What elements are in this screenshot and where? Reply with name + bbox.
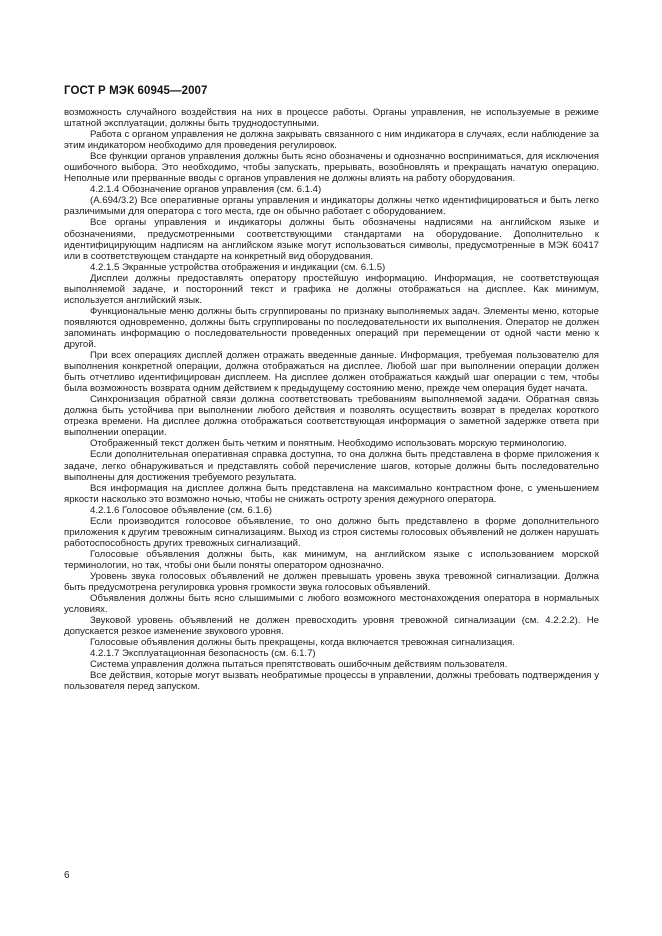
paragraph: Вся информация на дисплее должна быть представлена на максимально контрастном фоне, с уменьшением яркости насколько это возможно ночью, чтобы не снижать остроту зрения дежурного оператора.: [64, 482, 599, 505]
paragraph: При всех операциях дисплей должен отражать введенные данные. Информация, требуемая пользователю для выполнения конкретной операции, должна отображаться на дисплее. Любой шаг при выполнении операции должен быть отчетливо идентифицирован дисплеем. На дисплее должен отображаться каждый шаг операции с тем, чтобы была возможность возврата одним действием к предыдущему состоянию меню, прежде чем операция будет начата.: [64, 350, 599, 395]
paragraph: Уровень звука голосовых объявлений не должен превышать уровень звука тревожной сигнализации. Должна быть предусмотрена регулировка уровня громкости звука голосовых объявлений.: [64, 570, 599, 594]
paragraph: Система управления должна пытаться препятствовать ошибочным действиям пользователя.: [90, 659, 508, 671]
paragraph: Голосовые объявления должны быть, как минимум, на английском языке с использованием морской терминологии, но так, чтобы они были поняты оператором однозначно.: [64, 548, 599, 571]
section-heading: 4.2.1.7 Эксплуатационная безопасность (см. 6.1.7): [90, 648, 316, 660]
paragraph: Синхронизация обратной связи должна соответствовать требованиям выполняемой задачи. Обратная связь должна быть устойчива при выполнении любого действия и позволять осуществить возврат в пределах короткого отрезка времени. На дисплее должна отображаться соответствующая информация о заметной задержке ответа при выполнении операции.: [64, 394, 599, 439]
paragraph: Все действия, которые могут вызвать необратимые процессы в управлении, должны требовать подтверждения у пользователя перед запуском.: [64, 670, 599, 693]
section-heading: 4.2.1.5 Экранные устройства отображения и индикации (см. 6.1.5): [90, 261, 386, 273]
paragraph: Если производится голосовое объявление, то оно должно быть представлено в форме дополнительного приложения к другим тревожным сигнализациям. Выход из строя системы голосовых объявлений не должен нарушать работоспособность других тревожных сигнализаций.: [64, 515, 599, 549]
paragraph: (А.694/3.2) Все оперативные органы управления и индикаторы должны четко идентифицироваться и быть легко различимыми для оператора с того места, где он обычно работает с оборудованием.: [64, 195, 599, 218]
paragraph: Все органы управления и индикаторы должны быть обозначены надписями на английском языке и обозначениями, предусмотренными соответствующими стандартами на оборудование. Дополнительно к идентифицирующим надписям на английском языке могут использоваться символы, предусмотренные в МЭК 60417 или в соответствующем стандарте на конкретный вид оборудования.: [64, 217, 599, 262]
paragraph: возможность случайного воздействия на них в процессе работы. Органы управления, не используемые в режиме штатной эксплуатации, должны быть труднодоступными.: [64, 107, 599, 130]
paragraph: Работа с органом управления не должна закрывать связанного с ним индикатора в случаях, если наблюдение за этим индикатором необходимо для проведения регулировок.: [64, 129, 599, 152]
paragraph: Если дополнительная оперативная справка доступна, то она должна быть представлена в форме приложения к задаче, легко обнаруживаться и представлять собой перечисление шагов, которые должны быть последовательно выполнены для достижения требуемого результата.: [64, 449, 599, 483]
paragraph: Функциональные меню должны быть сгруппированы по признаку выполняемых задач. Элементы меню, которые появляются одновременно, должны быть сгруппированы по последовательности их выполнения. Оператор не должен запоминать информацию о последовательности проведенных операций при перемещении от одной части меню к другой.: [64, 305, 599, 350]
paragraph: Голосовые объявления должны быть прекращены, когда включается тревожная сигнализация.: [90, 637, 515, 649]
paragraph: Отображенный текст должен быть четким и понятным. Необходимо использовать морскую терминологию.: [90, 438, 567, 450]
paragraph: Все функции органов управления должны быть ясно обозначены и однозначно восприниматься, для исключения ошибочного выбора. Это необходимо, чтобы запускать, прерывать, возобновлять и прекращать начатую операцию. Неполные или прерванные вводы с органов управления не должны влиять на работу оборудования.: [64, 151, 599, 185]
document-header: ГОСТ Р МЭК 60945—2007: [64, 85, 208, 97]
page-number: 6: [64, 870, 70, 881]
paragraph: Звуковой уровень объявлений не должен превосходить уровня тревожной сигнализации (см. 4.2.2.2). Не допускается резкое изменение звукового уровня.: [64, 615, 599, 638]
paragraph: Дисплеи должны предоставлять оператору простейшую информацию. Информация, не соответствующая выполняемой задаче, и посторонний текст и графика не должны отображаться на дисплее. Как минимум, используется английский язык.: [64, 272, 599, 306]
section-heading: 4.2.1.6 Голосовое объявление (см. 6.1.6): [90, 504, 272, 516]
paragraph: Объявления должны быть ясно слышимыми с любого возможного местонахождения оператора в нормальных условиях.: [64, 593, 599, 616]
section-heading: 4.2.1.4 Обозначение органов управления (см. 6.1.4): [90, 184, 322, 196]
document-body: [64, 107, 599, 692]
